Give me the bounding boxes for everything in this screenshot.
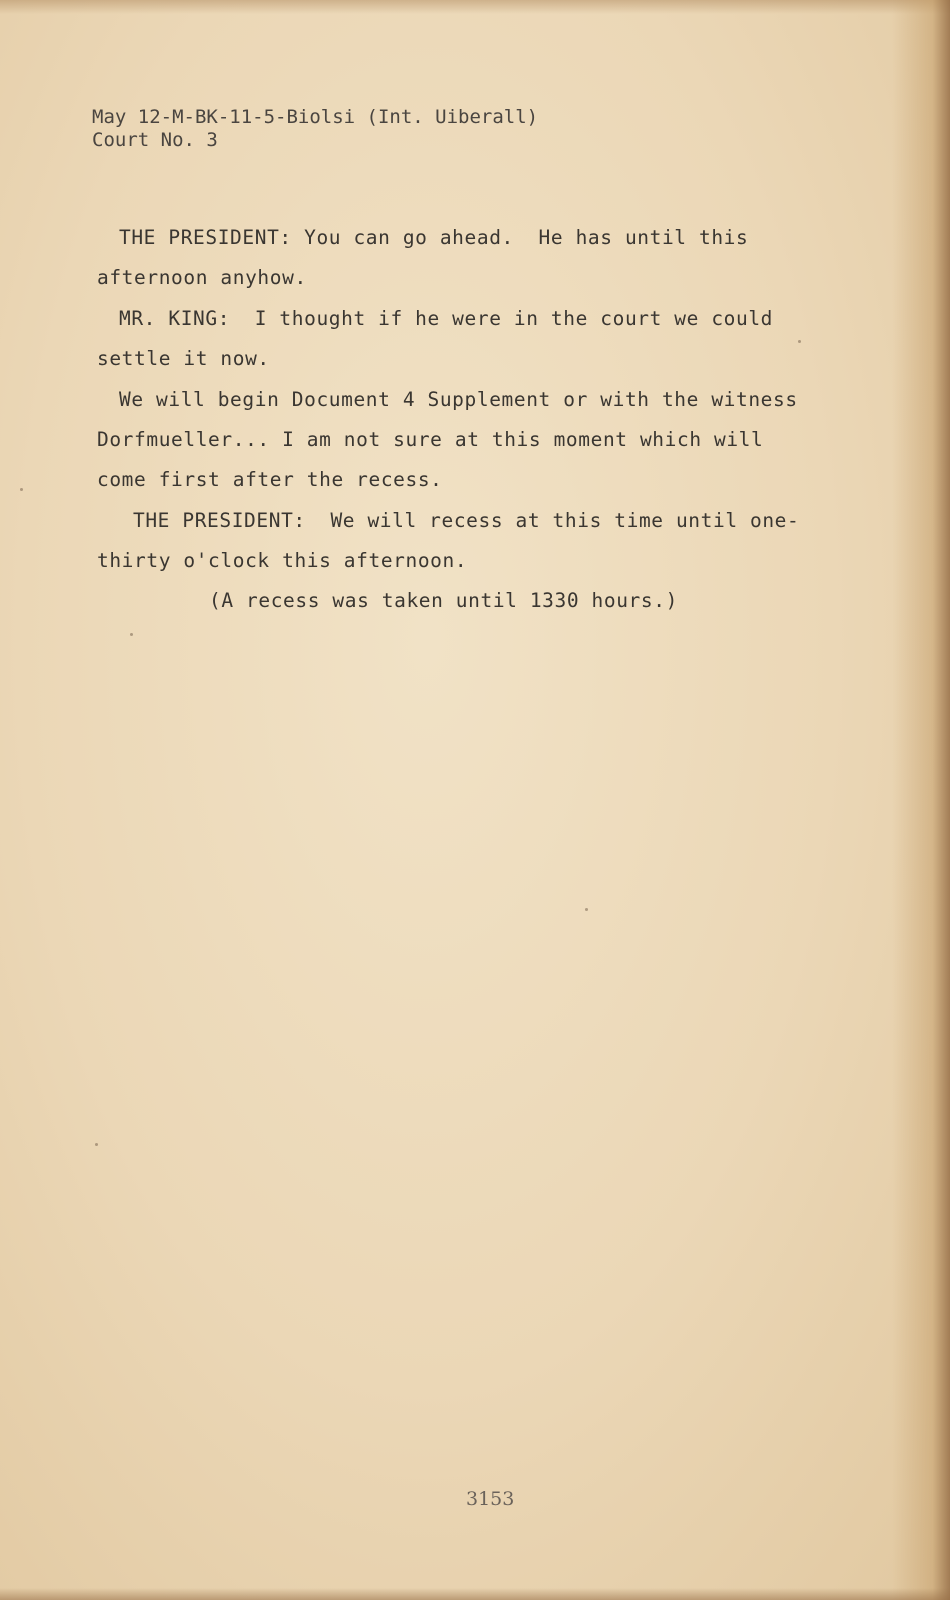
paper-speck [585,908,588,911]
transcript-line: THE PRESIDENT: You can go ahead. He has until this [119,226,749,249]
header-court-line: Court No. 3 [92,129,218,151]
transcript-line: THE PRESIDENT: We will recess at this time until one- [133,509,800,532]
page-number: 3153 [466,1488,515,1510]
paper-speck [95,1143,98,1146]
transcript-line: afternoon anyhow. [97,266,307,289]
document-header [92,106,538,152]
transcript-line: settle it now. [97,347,270,370]
transcript-line: Dorfmueller... I am not sure at this moment which will [97,428,764,451]
transcript-line: MR. KING: I thought if he were in the court we could [119,307,774,330]
paper-bottom-edge [0,1588,950,1600]
transcript-line: (A recess was taken until 1330 hours.) [209,589,678,612]
paper-speck [130,633,133,636]
transcript-line: We will begin Document 4 Supplement or with the witness [119,388,798,411]
transcript-line: thirty o'clock this afternoon. [97,549,468,572]
paper-speck [20,488,23,491]
transcript-line: come first after the recess. [97,468,443,491]
paper-right-edge [892,0,950,1600]
paper-speck [798,340,801,343]
paper-top-edge [0,0,950,14]
header-reference-line: May 12-M-BK-11-5-Biolsi (Int. Uiberall) [92,106,539,128]
